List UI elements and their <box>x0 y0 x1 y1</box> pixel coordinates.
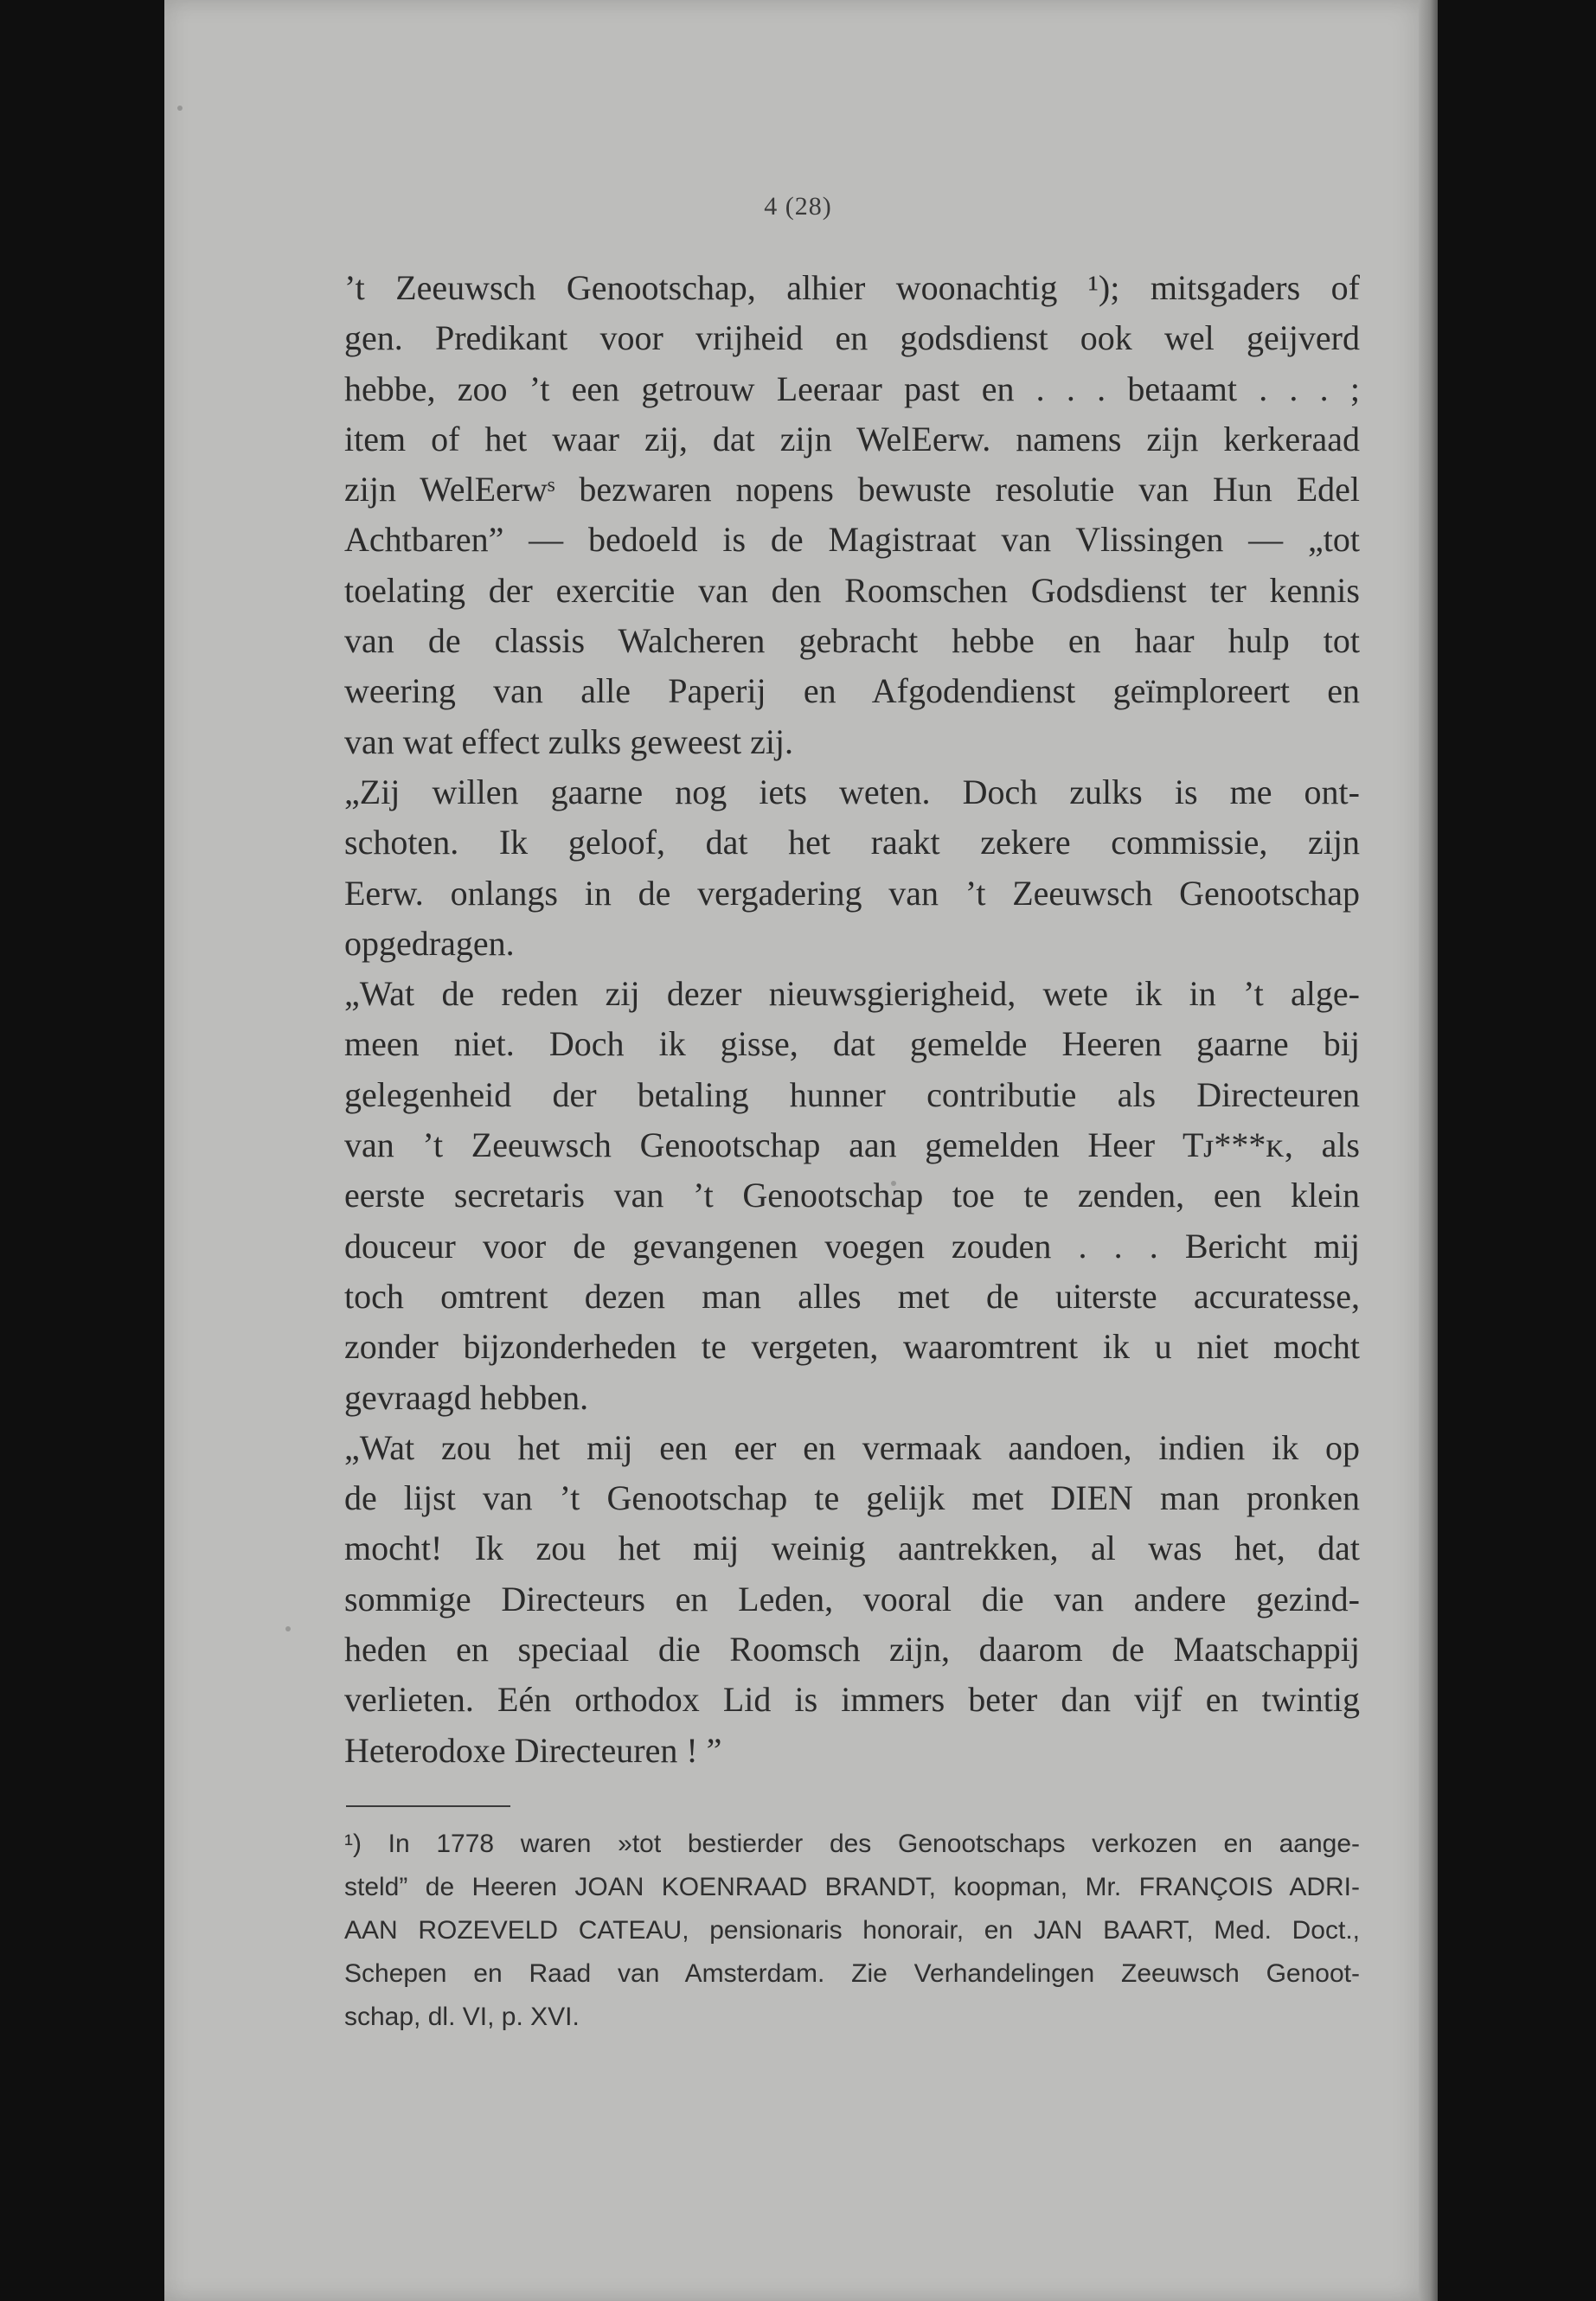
text-line: schoten. Ik geloof, dat het raakt zekere commissie, zijn <box>344 823 1360 862</box>
text-line: gevraagd hebben. <box>344 1377 589 1417</box>
footnote <box>344 1823 1360 2039</box>
text-line: van de classis Walcheren gebracht hebbe en haar hulp tot <box>344 621 1360 661</box>
text-line: ’t Zeeuwsch Genootschap, alhier woonachtig ¹); mitsgaders of <box>344 268 1360 307</box>
text-line: toelating der exercitie van den Roomschen Godsdienst ter kennis <box>344 570 1360 610</box>
text-line: Eerw. onlangs in de vergadering van ’t Zeeuwsch Genootschap <box>344 873 1360 913</box>
body-text <box>344 263 1360 1776</box>
text-line: hebbe, zoo ’t een getrouw Leeraar past en . . . betaamt . . . ; <box>344 369 1360 408</box>
text-line: meen niet. Doch ik gisse, dat gemelde Heeren gaarne bij <box>344 1024 1360 1064</box>
paper-speck <box>177 106 183 111</box>
text-line: toch omtrent dezen man alles met de uiterste accuratesse, <box>344 1276 1360 1316</box>
text-line: Heterodoxe Directeuren ! ” <box>344 1730 722 1770</box>
text-line: zonder bijzonderheden te vergeten, waaromtrent ik u niet mocht <box>344 1327 1360 1367</box>
text-line: „Wat zou het mij een eer en vermaak aandoen, indien ik op <box>344 1427 1360 1467</box>
text-line: item of het waar zij, dat zijn WelEerw. namens zijn kerkeraad <box>344 419 1360 458</box>
text-line: zijn WelEerwˢ bezwaren nopens bewuste resolutie van Hun Edel <box>344 470 1360 510</box>
text-line: van ’t Zeeuwsch Genootschap aan gemelden Heer Tᴊ***ᴋ, als <box>344 1125 1360 1165</box>
page-edge-shadow <box>1419 0 1438 2301</box>
text-line: „Wat de reden zij dezer nieuwsgierigheid, wete ik in ’t alge- <box>344 974 1360 1014</box>
text-line: heden en speciaal die Roomsch zijn, daarom de Maatschappij <box>344 1630 1360 1670</box>
text-line: gelegenheid der betaling hunner contributie als Directeuren <box>344 1074 1360 1114</box>
text-line: eerste secretaris van ’t Genootschap toe te zenden, een klein <box>344 1176 1360 1215</box>
text-line: gen. Predikant voor vrijheid en godsdienst ook wel geijverd <box>344 318 1360 358</box>
text-line: de lijst van ’t Genootschap te gelijk met DIEN man pronken <box>344 1478 1360 1518</box>
footnote-line: schap, dl. VI, p. XVI. <box>344 2003 580 2031</box>
footnote-line: AAN ROZEVELD CATEAU, pensionaris honorair, en JAN BAART, Med. Doct., <box>344 1916 1360 1945</box>
footnote-line: ¹) In 1778 waren »tot bestierder des Genootschaps verkozen en aange- <box>344 1830 1360 1858</box>
footnote-divider <box>346 1805 510 1807</box>
page-number: 4 (28) <box>764 192 832 221</box>
paper-speck <box>285 1626 291 1631</box>
footnote-line: steld” de Heeren JOAN KOENRAAD BRANDT, koopman, Mr. FRANÇOIS ADRI- <box>344 1873 1360 1901</box>
text-line: Achtbaren” — bedoeld is de Magistraat van Vlissingen — „tot <box>344 520 1360 560</box>
text-line: van wat effect zulks geweest zij. <box>344 721 794 761</box>
text-line: opgedragen. <box>344 923 515 963</box>
text-line: douceur voor de gevangenen voegen zouden . . . Bericht mij <box>344 1226 1360 1266</box>
text-line: sommige Directeurs en Leden, vooral die van andere gezind- <box>344 1579 1360 1618</box>
footnote-line: Schepen en Raad van Amsterdam. Zie Verhandelingen Zeeuwsch Genoot- <box>344 1959 1360 1988</box>
text-line: mocht! Ik zou het mij weinig aantrekken, al was het, dat <box>344 1529 1360 1568</box>
text-line: „Zij willen gaarne nog iets weten. Doch zulks is me ont- <box>344 772 1360 811</box>
text-line: verlieten. Eén orthodox Lid is immers beter dan vijf en twintig <box>344 1680 1360 1720</box>
text-line: weering van alle Paperij en Afgodendienst geïmploreert en <box>344 671 1360 711</box>
